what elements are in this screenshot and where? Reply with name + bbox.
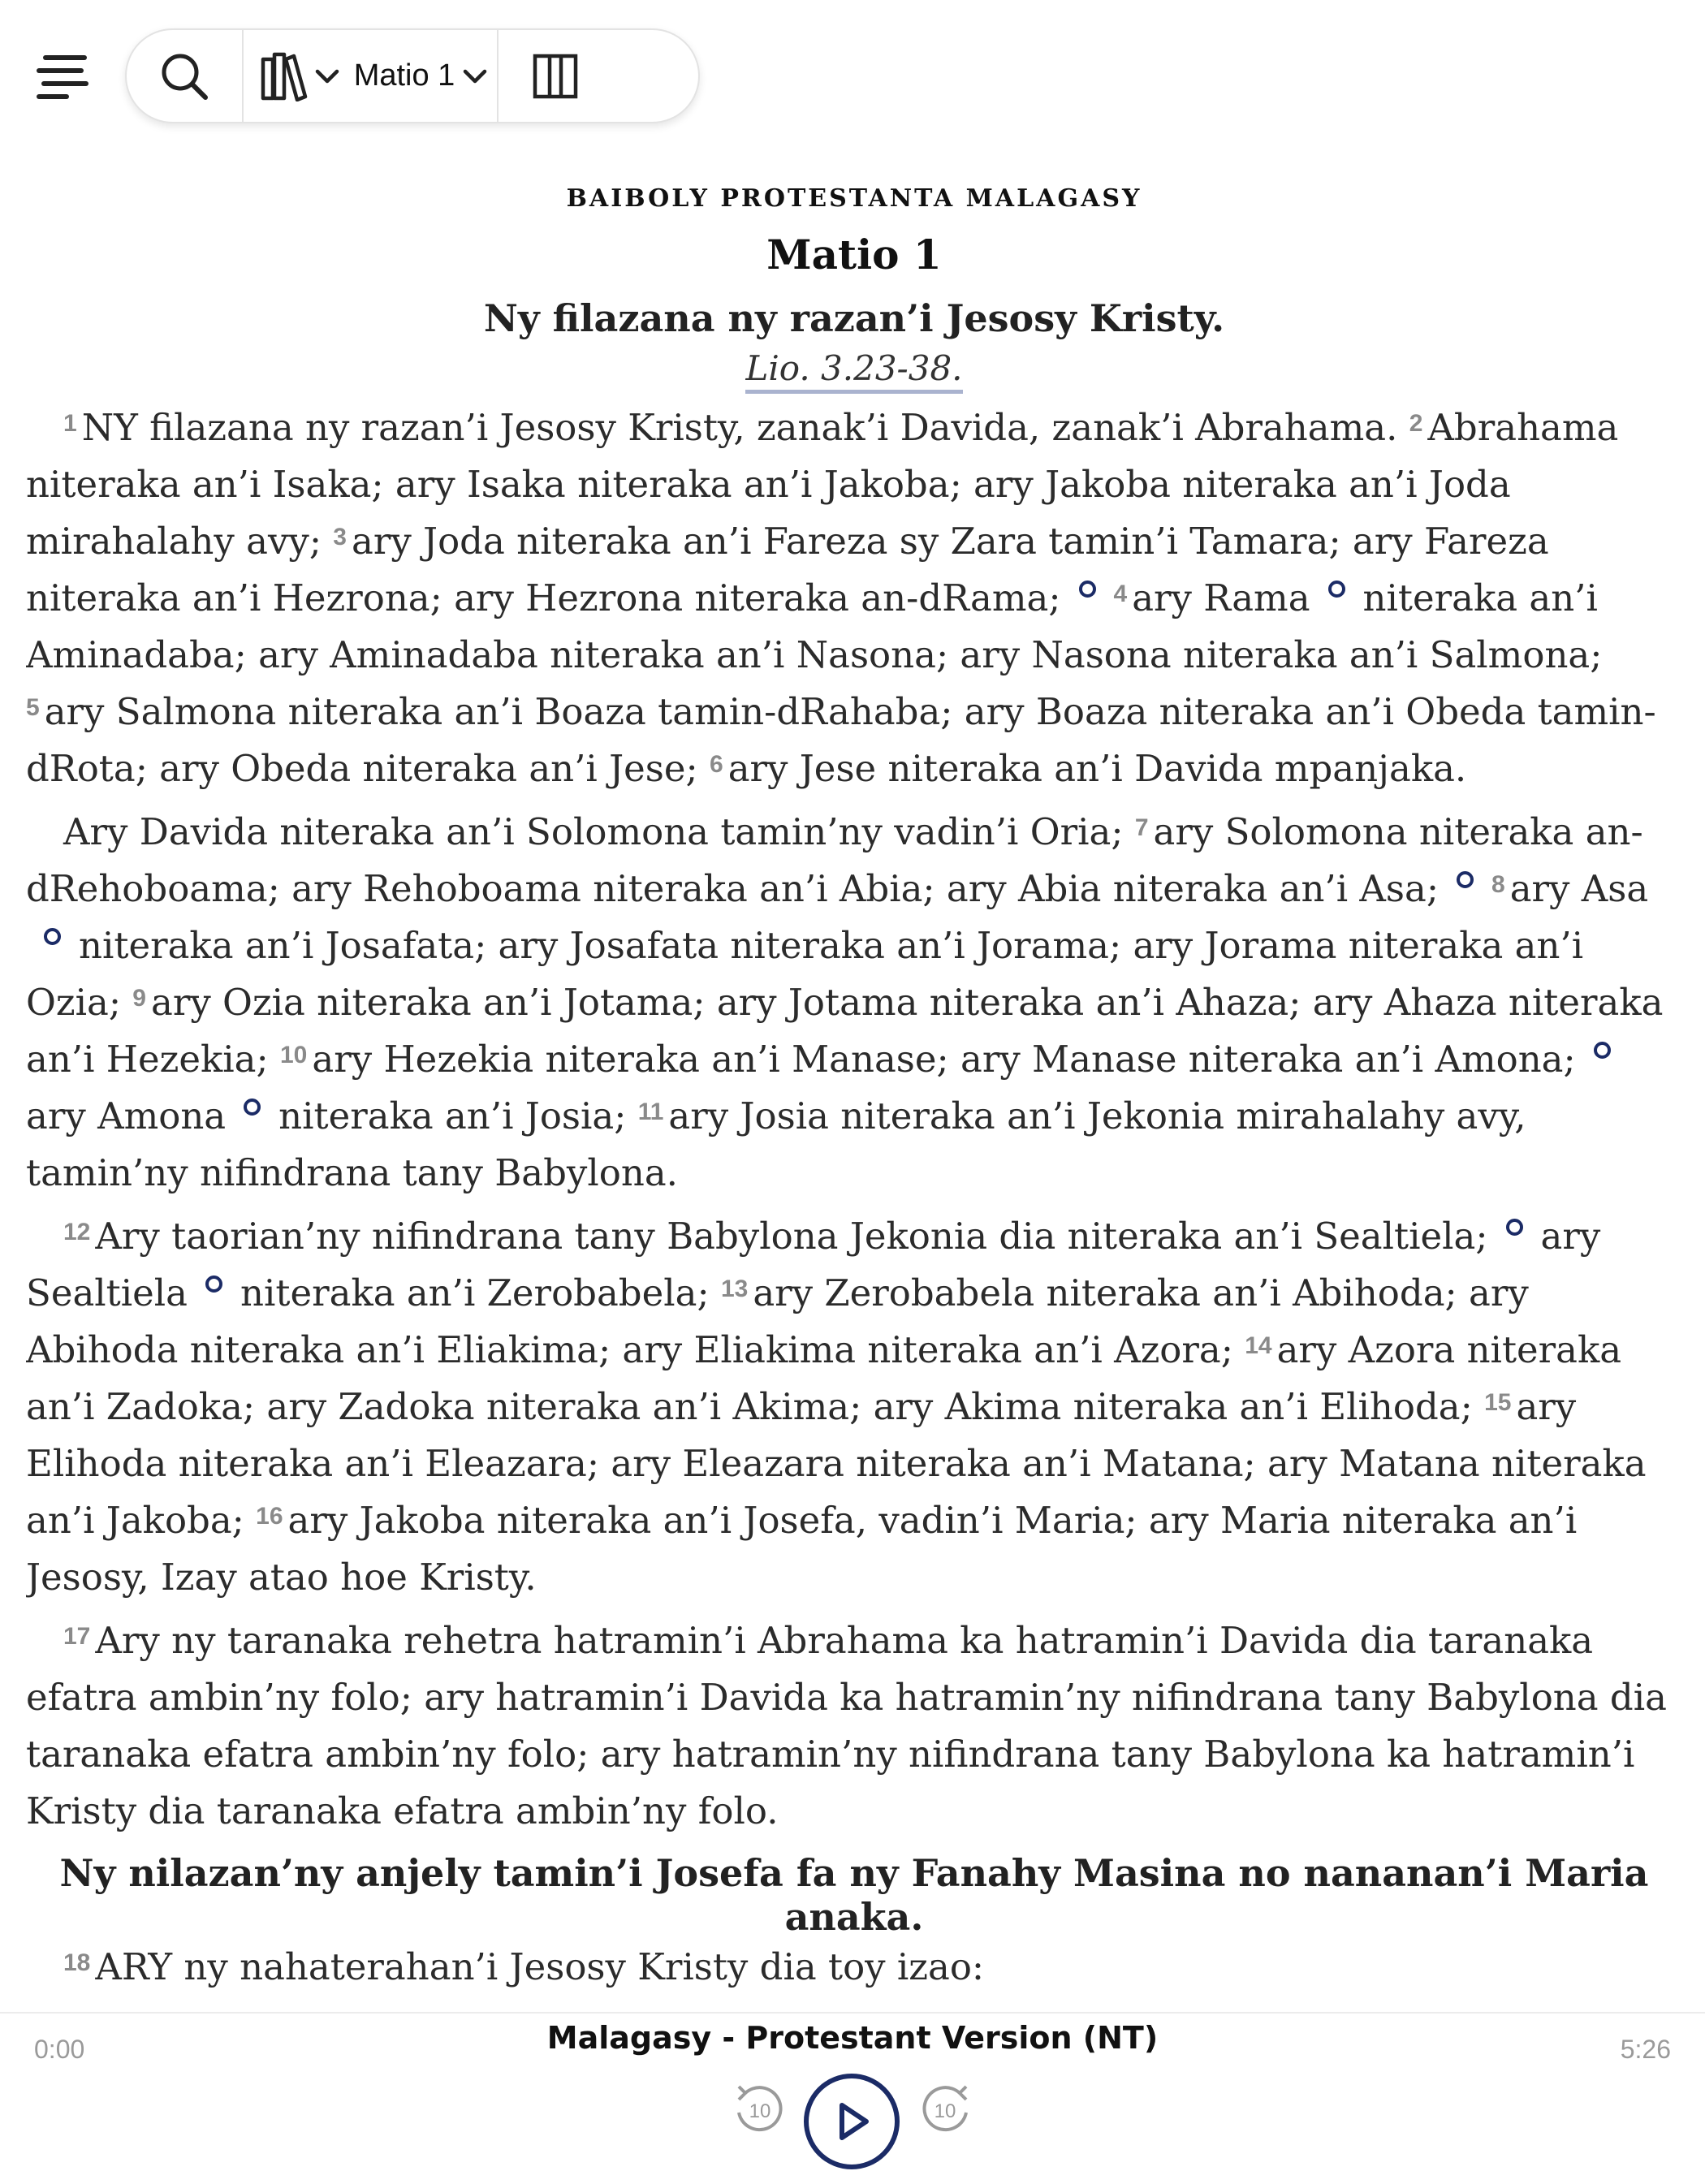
verse-text[interactable]: ary Ozia niteraka an’i Jotama; ary Jotama niteraka an’i Ahaza; ary Ahaza niteraka an’i Hezekia; <box>26 981 1664 1081</box>
library-books-icon <box>260 51 313 101</box>
elapsed-time: 0:00 <box>34 2035 85 2064</box>
footnote-marker[interactable] <box>1328 581 1345 598</box>
footnote-marker[interactable] <box>1457 871 1474 888</box>
verse-text[interactable]: ary Joda niteraka an’i Fareza sy Zara tamin’i Tamara; ary Fareza niteraka an’i Hezrona; ary Hezrona niteraka an-dRama; <box>26 520 1549 619</box>
verse-text[interactable]: ary Asa <box>1509 867 1649 910</box>
skip-forward-label: 10 <box>934 2100 956 2122</box>
paragraph <box>26 1208 1682 1606</box>
verse-text[interactable]: Abrahama niteraka an’i Isaka; ary Isaka niteraka an’i Jakoba; ary Jakoba niteraka an’i Joda mirahalahy avy; <box>26 406 1619 563</box>
verse-text[interactable]: ary Solomona niteraka an-dRehoboama; ary Rehoboama niteraka an’i Abia; ary Abia niteraka an’i Asa; <box>26 810 1643 910</box>
verse-text[interactable]: ary Rama <box>1132 576 1310 619</box>
verse-number: 4 <box>1113 581 1128 607</box>
verse-text[interactable]: NY filazana ny razan’i Jesosy Kristy, zanak’i Davida, zanak’i Abrahama. <box>81 406 1398 449</box>
verse-number: 5 <box>26 694 40 721</box>
audio-player <box>0 2012 1705 2184</box>
skip-back-label: 10 <box>749 2100 771 2122</box>
verse-text[interactable]: ary Sealtiela <box>26 1215 1601 1314</box>
skip-back-button[interactable] <box>731 2080 788 2137</box>
verse-number: 11 <box>637 1098 664 1125</box>
verse-number: 14 <box>1245 1332 1272 1359</box>
verse-text[interactable]: ary Salmona niteraka an’i Boaza tamin-dRahaba; ary Boaza niteraka an’i Obeda tamin-dRota; ary Obeda niteraka an’i Jese; <box>26 690 1656 790</box>
section-heading: Ny nilazan’ny anjely tamin’i Josefa fa ny Fanahy Masina no nananan’i Maria anaka. <box>59 1851 1649 1939</box>
verse-text[interactable]: niteraka an’i Aminadaba; ary Aminadaba niteraka an’i Nasona; ary Nasona niteraka an’i Salmona; <box>26 576 1603 676</box>
footnote-marker[interactable] <box>1594 1042 1611 1059</box>
play-button[interactable] <box>804 2074 900 2169</box>
verse-text[interactable]: ary Amona <box>26 1094 227 1137</box>
verse-number: 2 <box>1409 410 1423 437</box>
verse-text[interactable]: niteraka an’i Josia; <box>278 1094 627 1137</box>
verse-number: 13 <box>720 1275 749 1302</box>
verse-text[interactable]: ary Josia niteraka an’i Jekonia mirahalahy avy, tamin’ny nifindrana tany Babylona. <box>26 1094 1526 1194</box>
menu-lines-icon <box>34 50 93 106</box>
footnote-marker[interactable] <box>244 1098 261 1116</box>
chapter-label: Matio 1 <box>353 58 455 93</box>
verse-text[interactable]: niteraka an’i Josafata; ary Josafata niteraka an’i Jorama; ary Jorama niteraka an’i Ozia; <box>26 924 1584 1024</box>
version-selector-button[interactable] <box>244 30 357 122</box>
verse-number: 18 <box>63 1949 91 1976</box>
cross-reference-link[interactable]: Lio. 3.23-38. <box>745 348 962 394</box>
paragraph <box>26 1612 1682 1840</box>
footnote-marker[interactable] <box>44 928 61 945</box>
chapter-selector-button[interactable] <box>353 30 497 122</box>
verse-number: 8 <box>1491 871 1505 898</box>
verse-number: 7 <box>1134 814 1149 841</box>
paragraph <box>26 399 1682 797</box>
chapter-content <box>26 166 1682 2005</box>
footnote-marker[interactable] <box>1506 1219 1523 1236</box>
menu-button[interactable] <box>31 47 96 109</box>
verse-number: 3 <box>333 524 347 550</box>
verse-number: 1 <box>63 410 77 437</box>
skip-forward-button[interactable] <box>917 2080 974 2137</box>
chevron-down-icon <box>313 67 341 86</box>
verse-text[interactable]: niteraka an’i Zerobabela; <box>240 1271 710 1314</box>
audio-title: Malagasy - Protestant Version (NT) <box>546 2020 1159 2056</box>
skip-back-10-icon <box>731 2080 788 2137</box>
verse-number: 17 <box>63 1623 91 1650</box>
verse-text[interactable]: ary Zerobabela niteraka an’i Abihoda; ary Abihoda niteraka an’i Eliakima; ary Eliakima niteraka an’i Azora; <box>26 1271 1529 1371</box>
verse-number: 9 <box>132 985 146 1012</box>
version-name: BAIBOLY PROTESTANTA MALAGASY <box>566 184 1142 213</box>
parallel-view-button[interactable] <box>499 30 612 122</box>
paragraph <box>26 1939 1682 1996</box>
verse-number: 12 <box>63 1219 91 1245</box>
verse-number: 15 <box>1484 1389 1512 1416</box>
search-icon <box>159 51 209 101</box>
verse-text[interactable]: Ary Davida niteraka an’i Solomona tamin’ny vadin’i Oria; <box>63 810 1124 853</box>
verse-text[interactable]: ary Elihoda niteraka an’i Eleazara; ary Eleazara niteraka an’i Matana; ary Matana niteraka an’i Jakoba; <box>26 1385 1647 1542</box>
verse-text[interactable]: ary Azora niteraka an’i Zadoka; ary Zadoka niteraka an’i Akima; ary Akima niteraka an’i Elihoda; <box>26 1328 1622 1428</box>
footnote-marker[interactable] <box>205 1275 222 1293</box>
verse-text[interactable]: ary Jakoba niteraka an’i Josefa, vadin’i Maria; ary Maria niteraka an’i Jesosy, Izay atao hoe Kristy. <box>26 1499 1578 1599</box>
skip-forward-10-icon <box>917 2080 974 2137</box>
total-time: 5:26 <box>1620 2035 1671 2064</box>
search-button[interactable] <box>127 30 242 122</box>
verse-text[interactable]: ary Hezekia niteraka an’i Manase; ary Manase niteraka an’i Amona; <box>312 1038 1576 1081</box>
section-heading: Ny filazana ny razan’i Jesosy Kristy. <box>483 296 1225 340</box>
verse-text[interactable]: Ary taorian’ny nifindrana tany Babylona Jekonia dia niteraka an’i Sealtiela; <box>95 1215 1488 1258</box>
footnote-marker[interactable] <box>1079 581 1096 598</box>
verse-number: 6 <box>710 751 723 778</box>
verse-text[interactable]: ary Jese niteraka an’i Davida mpanjaka. <box>727 747 1467 790</box>
chapter-title: Matio 1 <box>766 231 942 278</box>
columns-icon <box>532 53 579 100</box>
play-icon <box>827 2097 876 2146</box>
paragraph <box>26 804 1682 1202</box>
reader-toolbar <box>125 28 700 123</box>
verse-number: 10 <box>280 1042 308 1068</box>
chevron-down-icon <box>461 67 489 86</box>
verse-number: 16 <box>256 1503 283 1530</box>
verse-text[interactable]: Ary ny taranaka rehetra hatramin’i Abrahama ka hatramin’i Davida dia taranaka efatra ambin’ny folo; ary hatramin’i Davida ka hatramin’ny nifindrana tany Babylona dia taranaka efatra ambin’ny folo; ary hatramin’ny nifindrana tany Babylona ka hatramin’i Kristy dia taranaka efatra ambin’ny folo. <box>26 1619 1667 1832</box>
verse-text[interactable]: ARY ny nahaterahan’i Jesosy Kristy dia toy izao: <box>95 1945 985 1988</box>
